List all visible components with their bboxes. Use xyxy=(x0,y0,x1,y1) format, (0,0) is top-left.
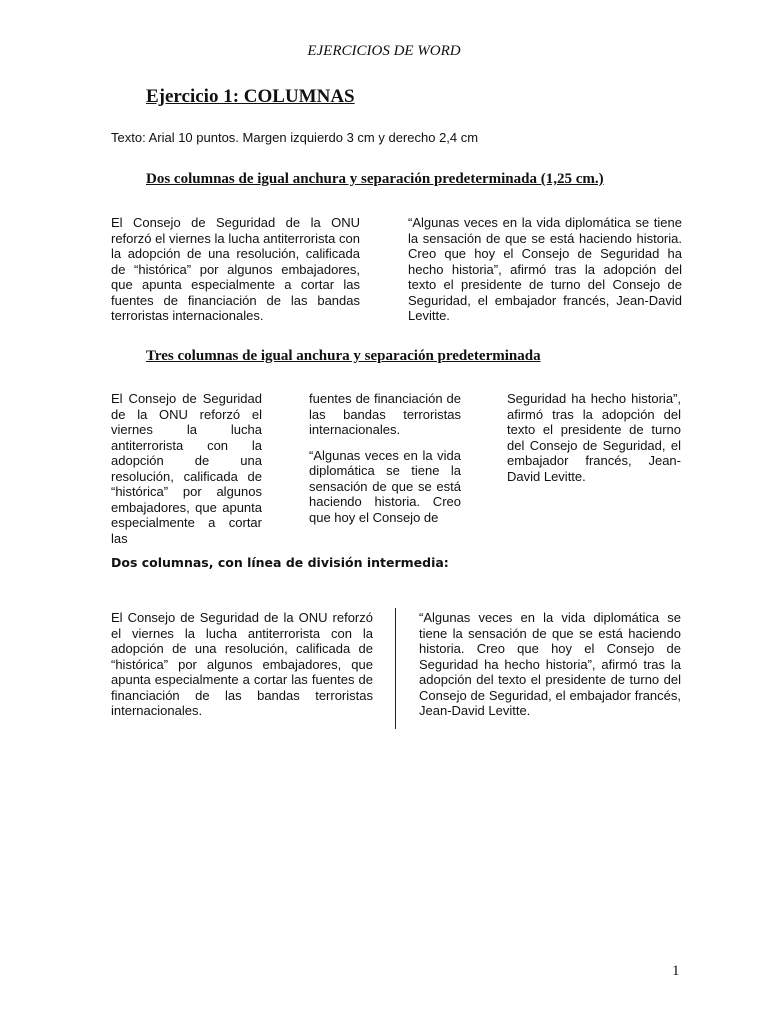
page-header: EJERCICIOS DE WORD xyxy=(307,43,461,59)
paragraph: “Algunas veces en la vida diplomática se tiene la sensación de que se está haciendo historia. Creo que hoy el Consejo de Seguridad ha hecho historia”, afirmó tras la adopción del texto el presidente de turno del Consejo de Seguridad, el embajador francés, Jean-David Levitte. xyxy=(408,215,682,323)
paragraph: El Consejo de Seguridad de la ONU reforzó el viernes la lucha antiterrorista con la adopción de una resolución, calificada de “histórica” por algunos embajadores, que apunta especialmente a cortar las fuentes de financiación de las bandas terroristas internacionales. xyxy=(111,610,373,718)
paragraph: El Consejo de Seguridad de la ONU reforzó el viernes la lucha antiterrorista con la adopción de una resolución, calificada de “histórica” por algunos embajadores, que apunta especialmente a cortar las fuentes de financiación de las bandas terroristas internacionales. xyxy=(111,215,360,323)
three-col-right xyxy=(507,391,681,484)
paragraph: El Consejo de Seguridad de la ONU reforzó el viernes la lucha antiterrorista con la adopción de una resolución, calificada de “histórica” por algunos embajadores, que apunta especialmente a cortar las xyxy=(111,391,262,546)
paragraph: “Algunas veces en la vida diplomática se tiene la sensación de que se está haciendo historia. Creo que hoy el Consejo de xyxy=(309,447,461,525)
three-col-left xyxy=(111,391,262,546)
paragraph: fuentes de financiación de las bandas terroristas internacionales. xyxy=(309,391,461,437)
section-title-three-columns: Tres columnas de igual anchura y separación predeterminada xyxy=(146,348,541,364)
two-col-right xyxy=(408,215,682,324)
two-col-left xyxy=(111,215,360,324)
intro-text: Texto: Arial 10 puntos. Margen izquierdo 3 cm y derecho 2,4 cm xyxy=(111,130,479,145)
exercise-title: Ejercicio 1: COLUMNAS xyxy=(146,86,355,107)
paragraph: Seguridad ha hecho historia”, afirmó tras la adopción del texto el presidente de turno del Consejo de Seguridad, el embajador francés, Jean-David Levitte. xyxy=(507,391,681,484)
column-divider-line xyxy=(395,608,396,729)
three-col-middle xyxy=(309,391,461,525)
section-title-divider-columns: Dos columnas, con línea de división intermedia: xyxy=(111,555,449,570)
section-title-two-columns: Dos columnas de igual anchura y separación predeterminada (1,25 cm.) xyxy=(146,171,604,187)
divider-col-right xyxy=(419,610,681,719)
paragraph: “Algunas veces en la vida diplomática se tiene la sensación de que se está haciendo historia. Creo que hoy el Consejo de Seguridad ha hecho historia”, afirmó tras la adopción del texto el presidente de turno del Consejo de Seguridad, el embajador francés, Jean-David Levitte. xyxy=(419,610,681,718)
page-number: 1 xyxy=(672,963,680,979)
divider-col-left xyxy=(111,610,373,719)
